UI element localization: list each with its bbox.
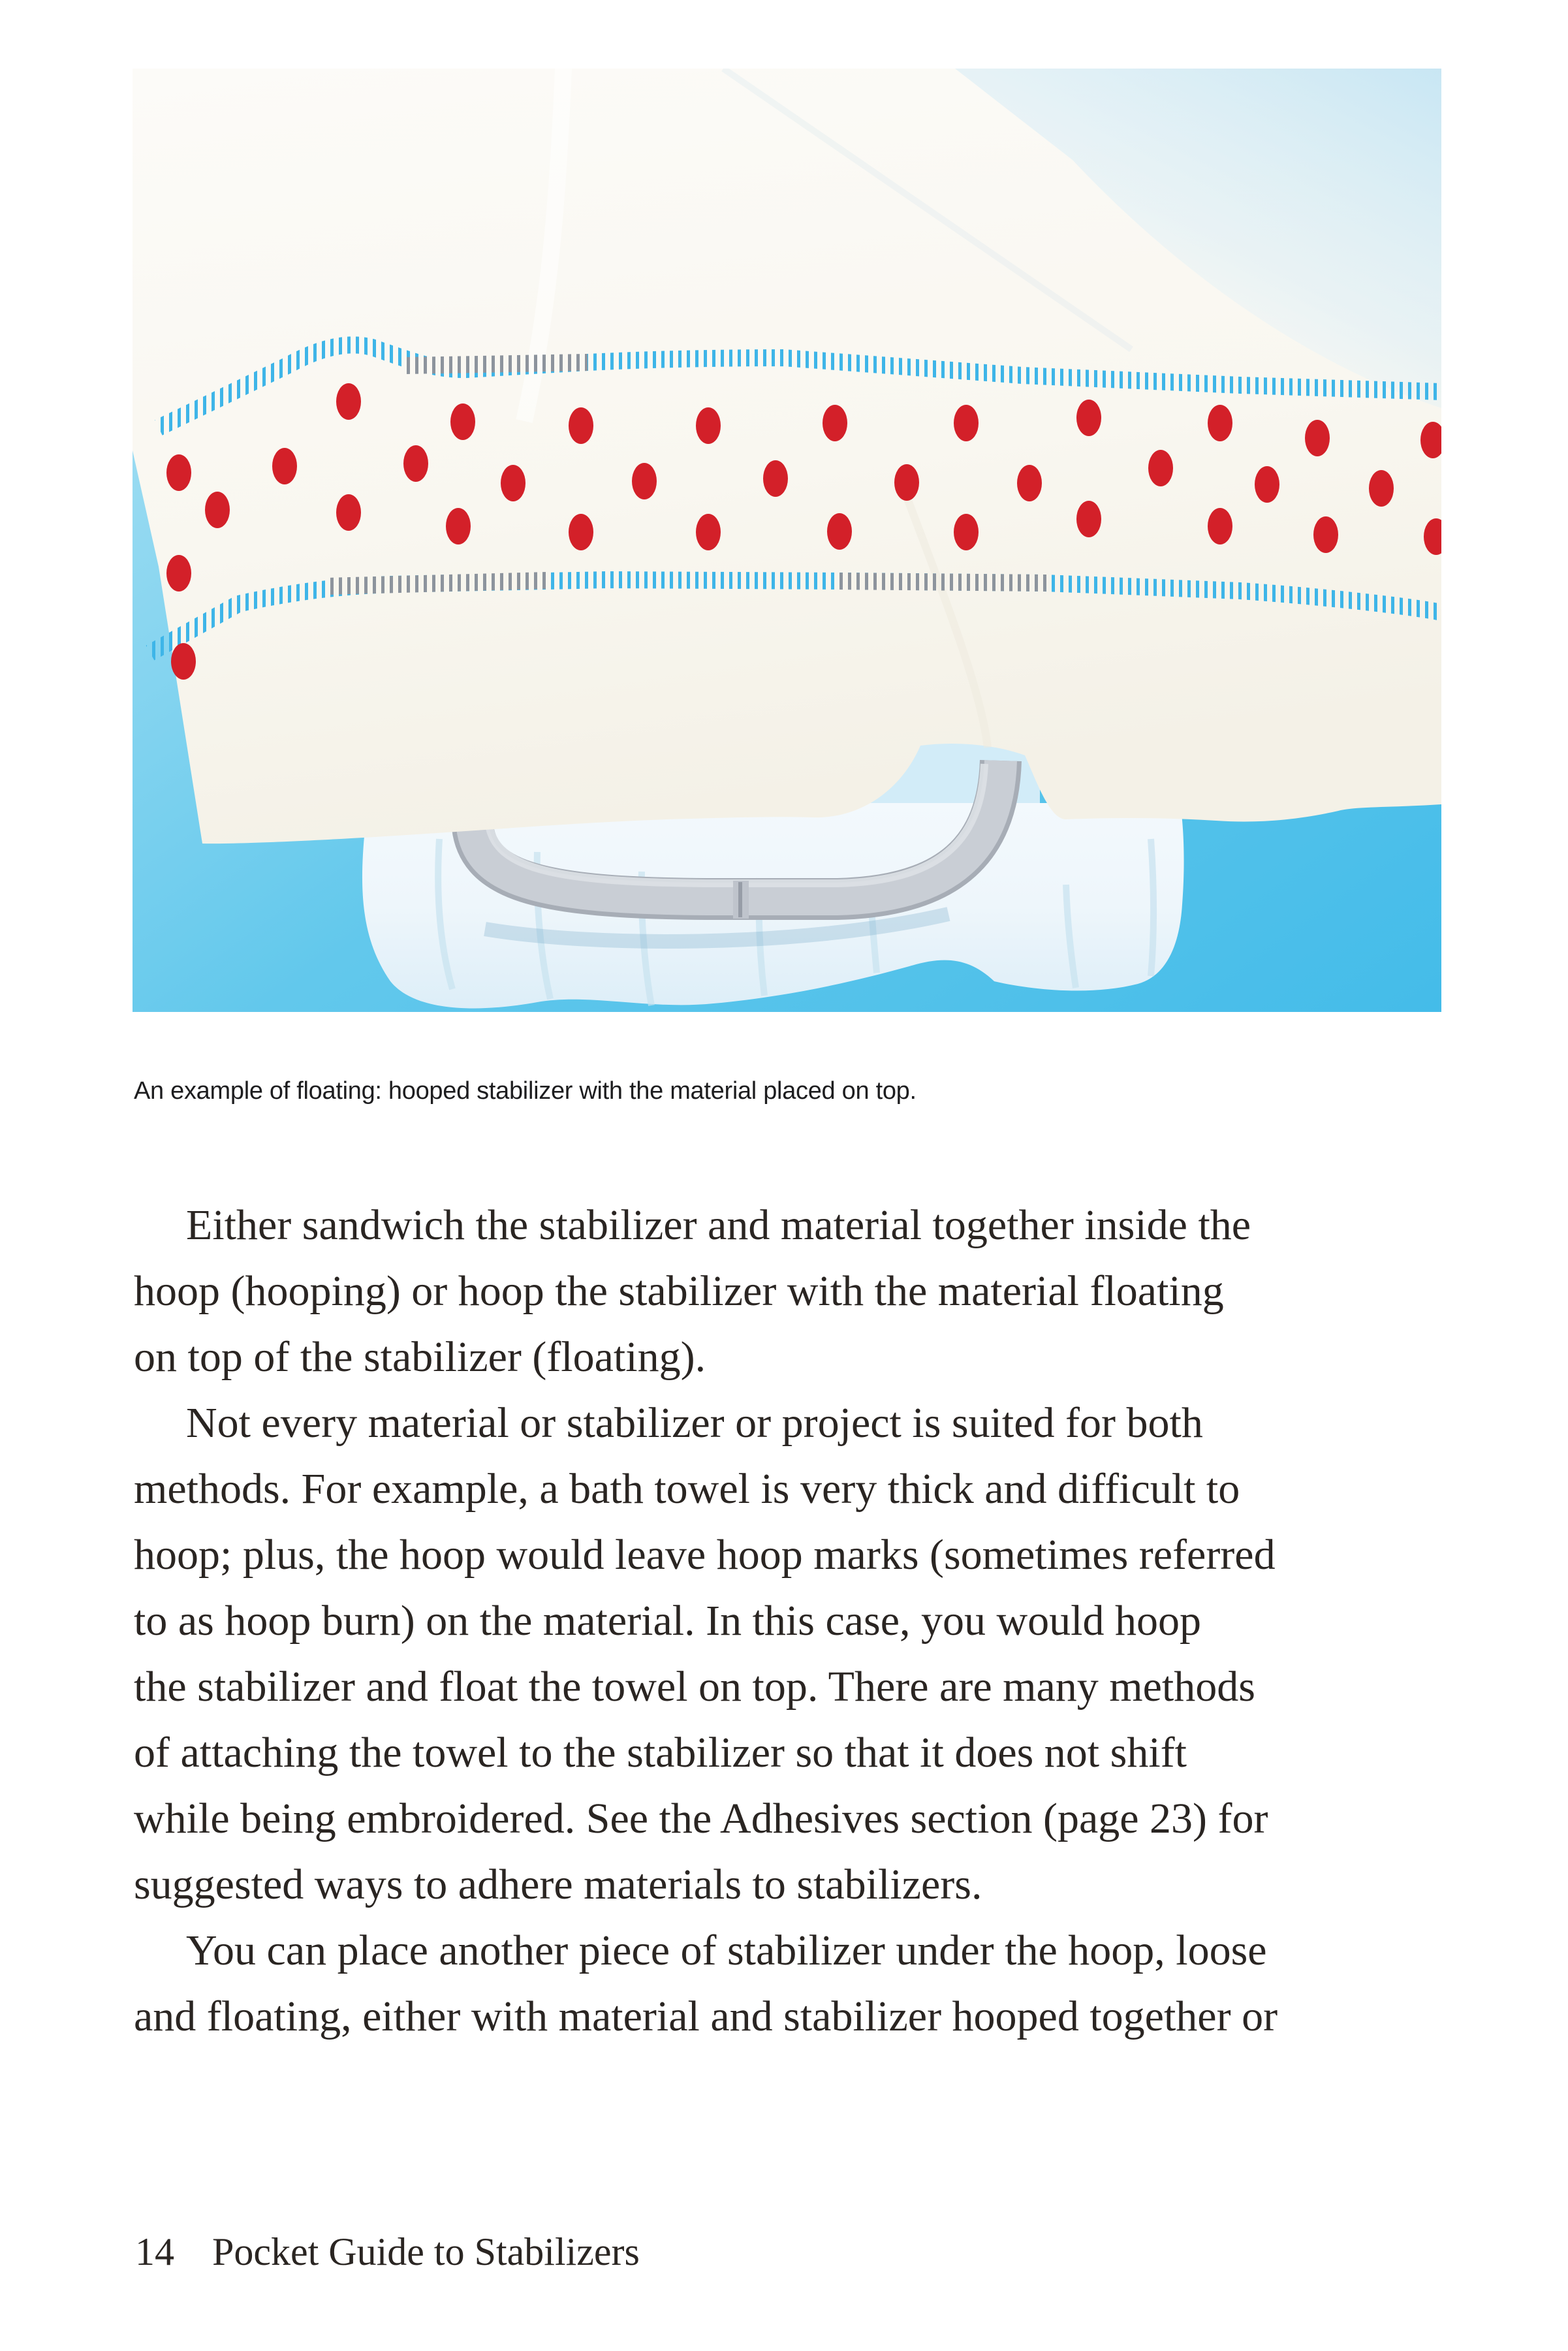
- page-number: 14: [135, 2230, 174, 2273]
- red-dot: [894, 464, 919, 501]
- body-text-line: You can place another piece of stabilizer under the hoop, loose: [186, 1927, 1267, 1974]
- body-text: [134, 1192, 1479, 2049]
- red-dot: [1208, 405, 1232, 441]
- red-dot: [823, 405, 847, 441]
- red-dot: [1076, 400, 1101, 436]
- red-dot: [403, 445, 428, 482]
- red-dot: [501, 465, 525, 501]
- red-dot: [954, 514, 979, 550]
- red-dot: [632, 463, 657, 499]
- body-text-line: the stabilizer and float the towel on top. There are many methods: [134, 1663, 1255, 1711]
- body-text-line: to as hoop burn) on the material. In this case, you would hoop: [134, 1597, 1202, 1645]
- red-dot: [569, 407, 593, 444]
- body-text-line: and floating, either with material and stabilizer hooped together or: [134, 1993, 1278, 2040]
- photo-illustration: [133, 69, 1441, 1012]
- red-dot: [1369, 470, 1394, 507]
- body-text-line: hoop (hooping) or hoop the stabilizer with the material floating: [134, 1267, 1224, 1315]
- photo-floating-example: [133, 69, 1441, 1012]
- red-dot: [696, 514, 721, 550]
- book-title: Pocket Guide to Stabilizers: [212, 2230, 640, 2273]
- red-dot: [569, 514, 593, 550]
- red-dot: [166, 454, 191, 491]
- red-dot: [1017, 465, 1042, 501]
- page-footer: [135, 2230, 640, 2275]
- red-dot: [336, 383, 361, 420]
- red-dot: [272, 448, 297, 484]
- red-dot: [1305, 420, 1330, 456]
- body-text-line: suggested ways to adhere materials to stabilizers.: [134, 1861, 982, 1908]
- red-dot: [763, 460, 788, 497]
- red-dot: [1148, 450, 1173, 486]
- photo-caption: An example of floating: hooped stabilizer with the material placed on top.: [134, 1077, 917, 1105]
- body-text-line: Either sandwich the stabilizer and material together inside the: [186, 1201, 1251, 1249]
- body-text-line: hoop; plus, the hoop would leave hoop marks (sometimes referred: [134, 1531, 1276, 1579]
- red-dot: [1255, 466, 1279, 503]
- red-dot: [1208, 508, 1232, 544]
- red-dot: [450, 403, 475, 440]
- red-dot: [166, 555, 191, 592]
- red-dot: [1313, 516, 1338, 553]
- body-text-line: of attaching the towel to the stabilizer so that it does not shift: [134, 1729, 1187, 1776]
- body-text-line: while being embroidered. See the Adhesives section (page 23) for: [134, 1795, 1268, 1842]
- red-dot: [446, 508, 471, 544]
- red-dot: [171, 643, 196, 680]
- body-text-line: on top of the stabilizer (floating).: [134, 1333, 706, 1381]
- body-text-line: Not every material or stabilizer or project is suited for both: [186, 1399, 1203, 1447]
- red-dot: [954, 405, 979, 441]
- red-dot: [696, 407, 721, 444]
- red-dot: [827, 513, 852, 550]
- body-text-line: methods. For example, a bath towel is very thick and difficult to: [134, 1465, 1240, 1513]
- red-dot: [1076, 501, 1101, 537]
- red-dot: [205, 492, 230, 528]
- red-dot: [336, 494, 361, 531]
